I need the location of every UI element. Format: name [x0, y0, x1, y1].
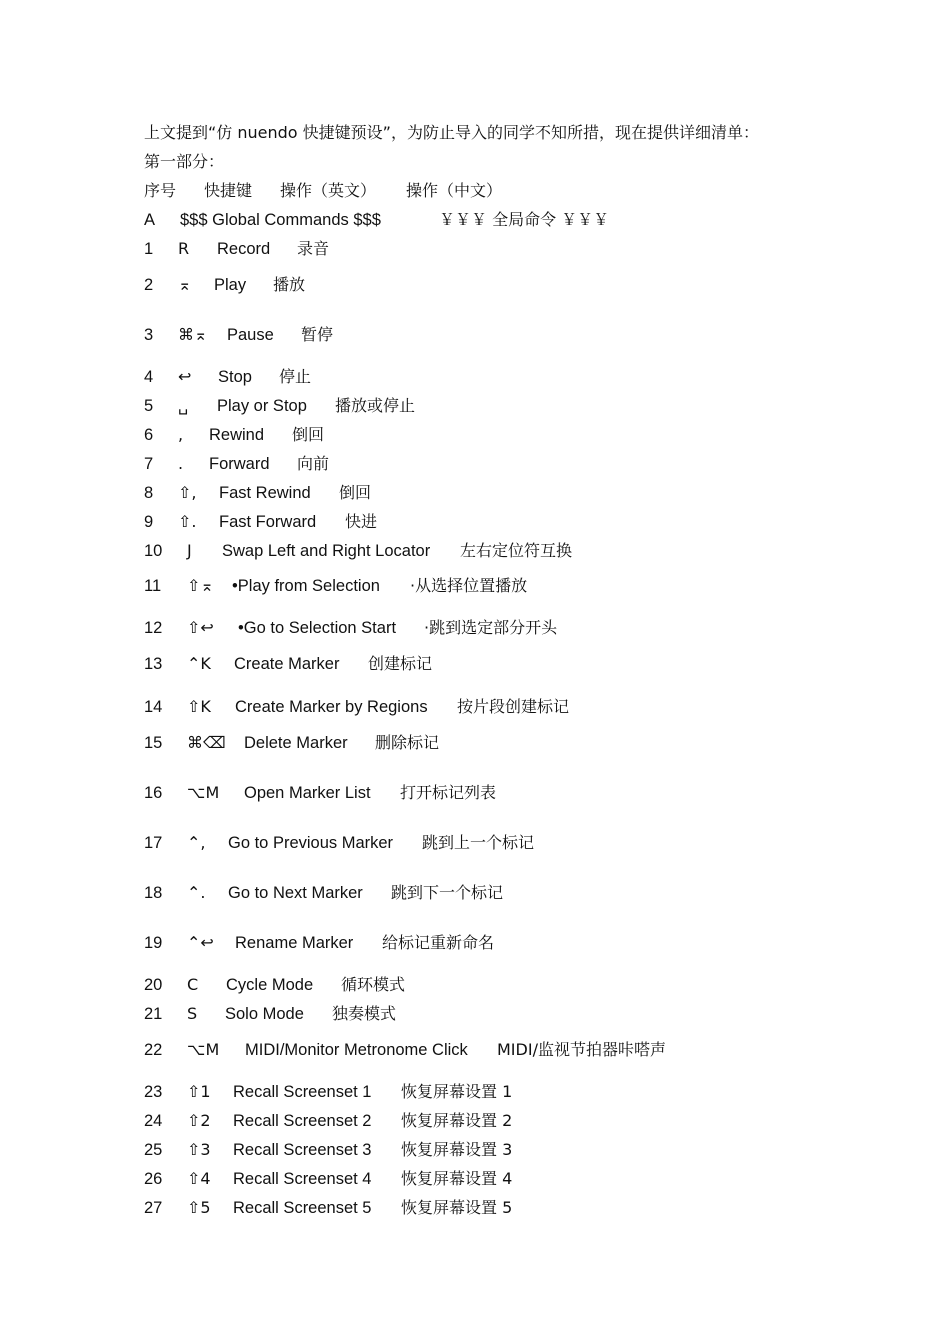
row-operation-zh: 倒回 — [292, 425, 325, 444]
list-item — [144, 617, 904, 641]
row-operation-zh: 左右定位符互换 — [460, 541, 573, 560]
list-item — [144, 1003, 904, 1027]
row-number: 22 — [144, 1041, 163, 1059]
row-operation-zh: 播放或停止 — [335, 396, 416, 415]
row-shortcut: ⌃↩ — [187, 933, 214, 952]
row-operation-zh: 打开标记列表 — [400, 783, 497, 802]
row-number: 8 — [144, 484, 154, 502]
row-shortcut: ⇧↩ — [187, 618, 214, 637]
row-operation-en: •Play from Selection — [232, 577, 380, 595]
row-number: 2 — [144, 276, 154, 294]
global-commands-row — [144, 209, 904, 233]
list-item — [144, 575, 904, 599]
row-operation-zh: 恢复屏幕设置 1 — [401, 1082, 513, 1101]
header-shortcut: 快捷键 — [204, 181, 253, 200]
row-operation-en: Swap Left and Right Locator — [222, 542, 431, 560]
global-index: A — [144, 211, 156, 229]
row-operation-en: Record — [217, 240, 271, 258]
row-shortcut: S — [187, 1004, 198, 1023]
row-operation-zh: 独奏模式 — [332, 1004, 397, 1023]
row-operation-zh: 循环模式 — [341, 975, 406, 994]
list-item — [144, 732, 904, 756]
row-number: 10 — [144, 542, 163, 560]
row-shortcut: ↩ — [178, 367, 192, 386]
row-operation-zh: ·从选择位置播放 — [410, 576, 528, 595]
row-shortcut: ⌥M — [187, 1040, 220, 1059]
row-number: 26 — [144, 1170, 163, 1188]
row-operation-en: Go to Next Marker — [228, 884, 363, 902]
row-shortcut: ⌥M — [187, 783, 220, 802]
list-item — [144, 974, 904, 998]
row-operation-zh: 恢复屏幕设置 3 — [401, 1140, 513, 1159]
row-number: 24 — [144, 1112, 163, 1130]
row-shortcut: C — [187, 975, 199, 994]
row-shortcut: ⇧K — [187, 697, 211, 716]
row-shortcut: ⌃K — [187, 654, 211, 673]
table-header — [144, 180, 904, 204]
row-shortcut: , — [178, 425, 184, 444]
row-operation-en: Rename Marker — [235, 934, 354, 952]
row-operation-en: MIDI/Monitor Metronome Click — [245, 1041, 468, 1059]
row-operation-zh: ·跳到选定部分开头 — [424, 618, 558, 637]
row-number: 9 — [144, 513, 154, 531]
list-item — [144, 1168, 904, 1192]
list-item — [144, 1197, 904, 1221]
row-operation-en: Fast Forward — [219, 513, 317, 531]
row-operation-zh: 停止 — [279, 367, 312, 386]
row-shortcut: R — [178, 239, 190, 258]
row-operation-zh: 跳到上一个标记 — [422, 833, 535, 852]
row-shortcut: ⌘⌫ — [187, 733, 226, 752]
row-operation-en: Delete Marker — [244, 734, 348, 752]
row-operation-en: Pause — [227, 326, 274, 344]
row-operation-en: Fast Rewind — [219, 484, 311, 502]
global-command-en: $$$ Global Commands $$$ — [180, 211, 381, 229]
list-item — [144, 832, 904, 856]
row-operation-en: Play or Stop — [217, 397, 307, 415]
row-number: 4 — [144, 368, 154, 386]
row-operation-en: Recall Screenset 3 — [233, 1141, 372, 1159]
list-item — [144, 1110, 904, 1134]
row-number: 6 — [144, 426, 154, 444]
list-item — [144, 1139, 904, 1163]
row-number: 25 — [144, 1141, 163, 1159]
row-shortcut: ⇧, — [178, 483, 197, 502]
row-operation-zh: 恢复屏幕设置 4 — [401, 1169, 513, 1188]
row-number: 12 — [144, 619, 163, 637]
row-shortcut: ⇧3 — [187, 1140, 211, 1159]
row-shortcut: ⇧. — [178, 512, 197, 531]
row-operation-en: •Go to Selection Start — [238, 619, 397, 637]
row-shortcut: ⇧4 — [187, 1169, 211, 1188]
header-operation-en: 操作（英文） — [280, 181, 377, 200]
row-operation-zh: 跳到下一个标记 — [391, 883, 504, 902]
row-shortcut: ⌘⌅ — [178, 325, 208, 344]
row-number: 5 — [144, 397, 154, 415]
row-operation-zh: 删除标记 — [375, 733, 440, 752]
list-item — [144, 932, 904, 956]
row-operation-en: Solo Mode — [225, 1005, 304, 1023]
row-shortcut: . — [178, 454, 184, 473]
list-item — [144, 511, 904, 535]
row-shortcut: ⇧⌅ — [187, 576, 214, 595]
row-operation-en: Cycle Mode — [226, 976, 314, 994]
row-operation-zh: MIDI/监视节拍器咔嗒声 — [497, 1040, 666, 1059]
row-number: 16 — [144, 784, 163, 802]
row-shortcut: ⌅ — [178, 275, 192, 294]
row-number: 21 — [144, 1005, 163, 1023]
row-operation-zh: 给标记重新命名 — [382, 933, 495, 952]
row-number: 11 — [144, 577, 162, 595]
row-number: 1 — [144, 240, 154, 258]
row-number: 20 — [144, 976, 163, 994]
list-item — [144, 882, 904, 906]
list-item — [144, 324, 904, 348]
row-shortcut: ␣ — [178, 396, 189, 415]
list-item — [144, 696, 904, 720]
row-operation-zh: 创建标记 — [368, 654, 433, 673]
row-operation-zh: 恢复屏幕设置 5 — [401, 1198, 513, 1217]
row-operation-zh: 暂停 — [301, 325, 334, 344]
row-number: 3 — [144, 326, 154, 344]
row-operation-en: Forward — [209, 455, 270, 473]
row-operation-zh: 向前 — [297, 454, 330, 473]
row-operation-en: Recall Screenset 2 — [233, 1112, 372, 1130]
list-item — [144, 482, 904, 506]
row-operation-en: Open Marker List — [244, 784, 371, 802]
row-operation-en: Recall Screenset 1 — [233, 1083, 372, 1101]
row-number: 18 — [144, 884, 163, 902]
section-heading: 第一部分： — [144, 152, 225, 171]
list-item — [144, 1039, 904, 1063]
row-operation-zh: 按片段创建标记 — [457, 697, 570, 716]
list-item — [144, 653, 904, 677]
row-number: 15 — [144, 734, 163, 752]
row-shortcut: J — [187, 541, 192, 560]
row-shortcut: ⌃. — [187, 883, 206, 902]
row-shortcut: ⇧2 — [187, 1111, 211, 1130]
list-item — [144, 274, 904, 298]
row-number: 17 — [144, 834, 163, 852]
global-command-zh: ￥￥￥ 全局命令 ￥￥￥ — [439, 210, 610, 229]
row-operation-zh: 倒回 — [339, 483, 372, 502]
intro-paragraph: 上文提到“仿 nuendo 快捷键预设”，为防止导入的同学不知所措，现在提供详细清单： — [144, 123, 759, 142]
header-index: 序号 — [144, 181, 177, 200]
list-item — [144, 540, 904, 564]
row-operation-en: Create Marker by Regions — [235, 698, 428, 716]
row-shortcut: ⇧1 — [187, 1082, 211, 1101]
row-operation-zh: 播放 — [273, 275, 306, 294]
row-shortcut: ⌃, — [187, 833, 206, 852]
row-operation-en: Create Marker — [234, 655, 340, 673]
row-number: 27 — [144, 1199, 163, 1217]
row-operation-en: Rewind — [209, 426, 265, 444]
row-operation-zh: 恢复屏幕设置 2 — [401, 1111, 513, 1130]
list-item — [144, 424, 904, 448]
row-operation-en: Stop — [218, 368, 252, 386]
row-operation-en: Recall Screenset 4 — [233, 1170, 372, 1188]
row-operation-en: Recall Screenset 5 — [233, 1199, 372, 1217]
header-operation-zh: 操作（中文） — [406, 181, 503, 200]
row-number: 7 — [144, 455, 154, 473]
row-number: 19 — [144, 934, 163, 952]
row-operation-zh: 录音 — [297, 239, 330, 258]
row-number: 23 — [144, 1083, 163, 1101]
row-operation-zh: 快进 — [345, 512, 378, 531]
row-operation-en: Go to Previous Marker — [228, 834, 394, 852]
row-shortcut: ⇧5 — [187, 1198, 211, 1217]
row-number: 13 — [144, 655, 163, 673]
row-operation-en: Play — [214, 276, 247, 294]
list-item — [144, 395, 904, 419]
list-item — [144, 453, 904, 477]
list-item — [144, 366, 904, 390]
list-item — [144, 238, 904, 262]
list-item — [144, 1081, 904, 1105]
list-item — [144, 782, 904, 806]
row-number: 14 — [144, 698, 163, 716]
